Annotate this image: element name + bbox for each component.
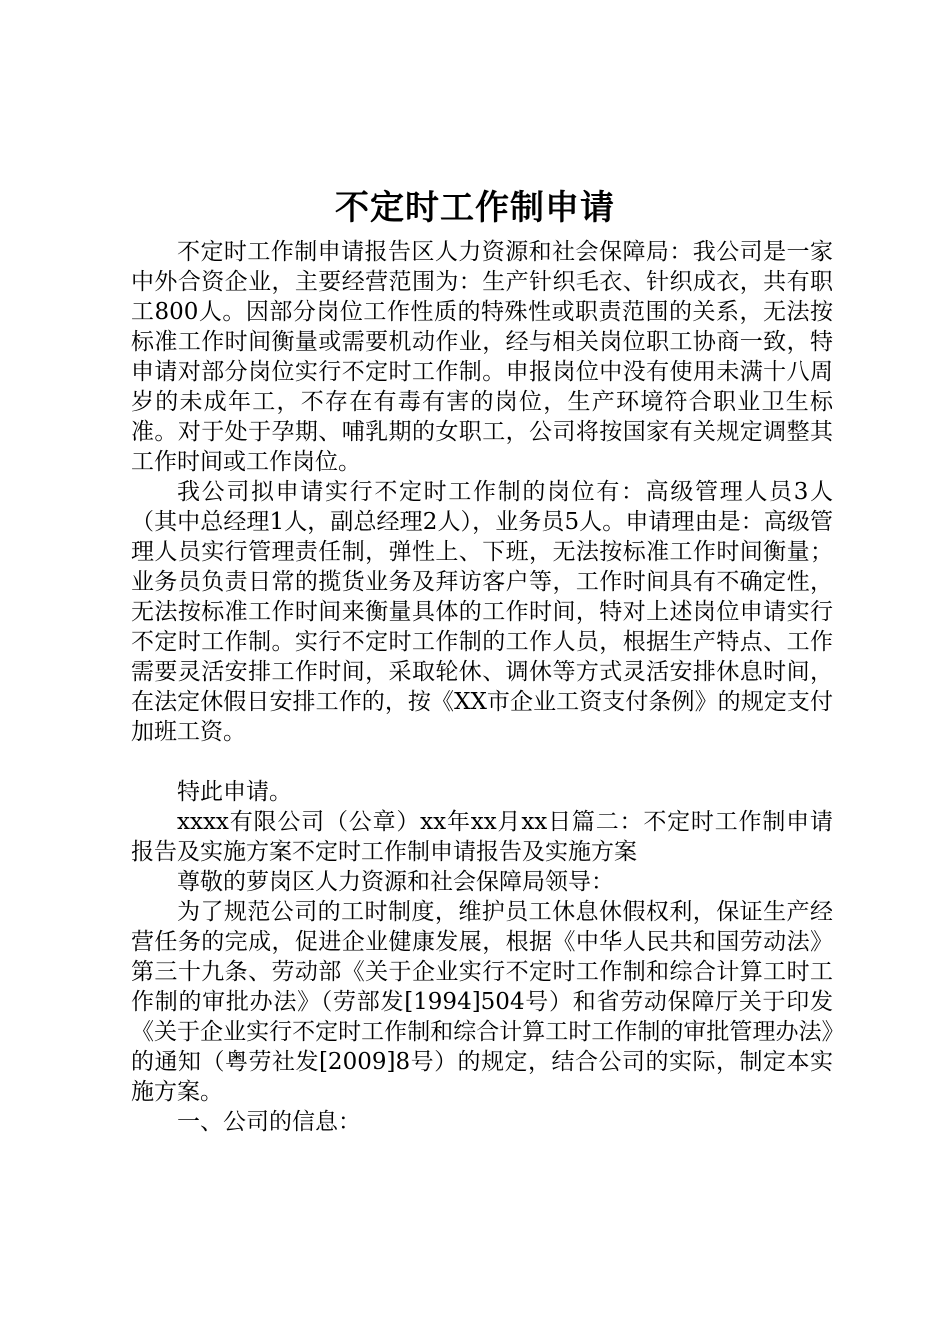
blank-line [131,747,833,777]
paragraph-positions: 我公司拟申请实行不定时工作制的岗位有：高级管理人员3人（其中总经理1人，副总经理2人），业务员5人。申请理由是：高级管理人员实行管理责任制，弹性上、下班，无法按标准工作时间衡量；业务员负责日常的揽货业务及拜访客户等，工作时间具有不确定性，无法按标准工作时间来衡量具体的工作时间，特对上述岗位申请实行不定时工作制。实行不定时工作制的工作人员，根据生产特点、工作需要灵活安排工作时间，采取轮休、调休等方式灵活安排休息时间，在法定休假日安排工作的，按《XX市企业工资支付条例》的规定支付加班工资。 [131,479,833,745]
document-body [131,237,833,1137]
document-title: 不定时工作制申请 [335,188,615,228]
paragraph-purpose: 为了规范公司的工时制度，维护员工休息休假权利，保证生产经营任务的完成，促进企业健康发展，根据《中华人民共和国劳动法》第三十九条、劳动部《关于企业实行不定时工作制和综合计算工时工作制的审批办法》（劳部发[1994]504号）和省劳动保障厅关于印发《关于企业实行不定时工作制和综合计算工时工作制的审批管理办法》的通知（粤劳社发[2009]8号）的规定，结合公司的实际，制定本实施方案。 [131,899,833,1105]
paragraph-salutation: 尊敬的萝岗区人力资源和社会保障局领导： [177,869,614,895]
paragraph-signature: xxxx有限公司（公章）xx年xx月xx日篇二：不定时工作制申请报告及实施方案不定时工作制申请报告及实施方案 [131,809,833,865]
paragraph-closing: 特此申请。 [177,779,292,805]
section-heading-company-info: 一、公司的信息： [177,1109,361,1135]
paragraph-application-intro: 不定时工作制申请报告区人力资源和社会保障局：我公司是一家中外合资企业，主要经营范围为：生产针织毛衣、针织成衣，共有职工800人。因部分岗位工作性质的特殊性或职责范围的关系，无法按标准工作时间衡量或需要机动作业，经与相关岗位职工协商一致，特申请对部分岗位实行不定时工作制。申报岗位中没有使用未满十八周岁的未成年工，不存在有毒有害的岗位，生产环境符合职业卫生标准。对于处于孕期、哺乳期的女职工，公司将按国家有关规定调整其工作时间或工作岗位。 [131,239,833,475]
